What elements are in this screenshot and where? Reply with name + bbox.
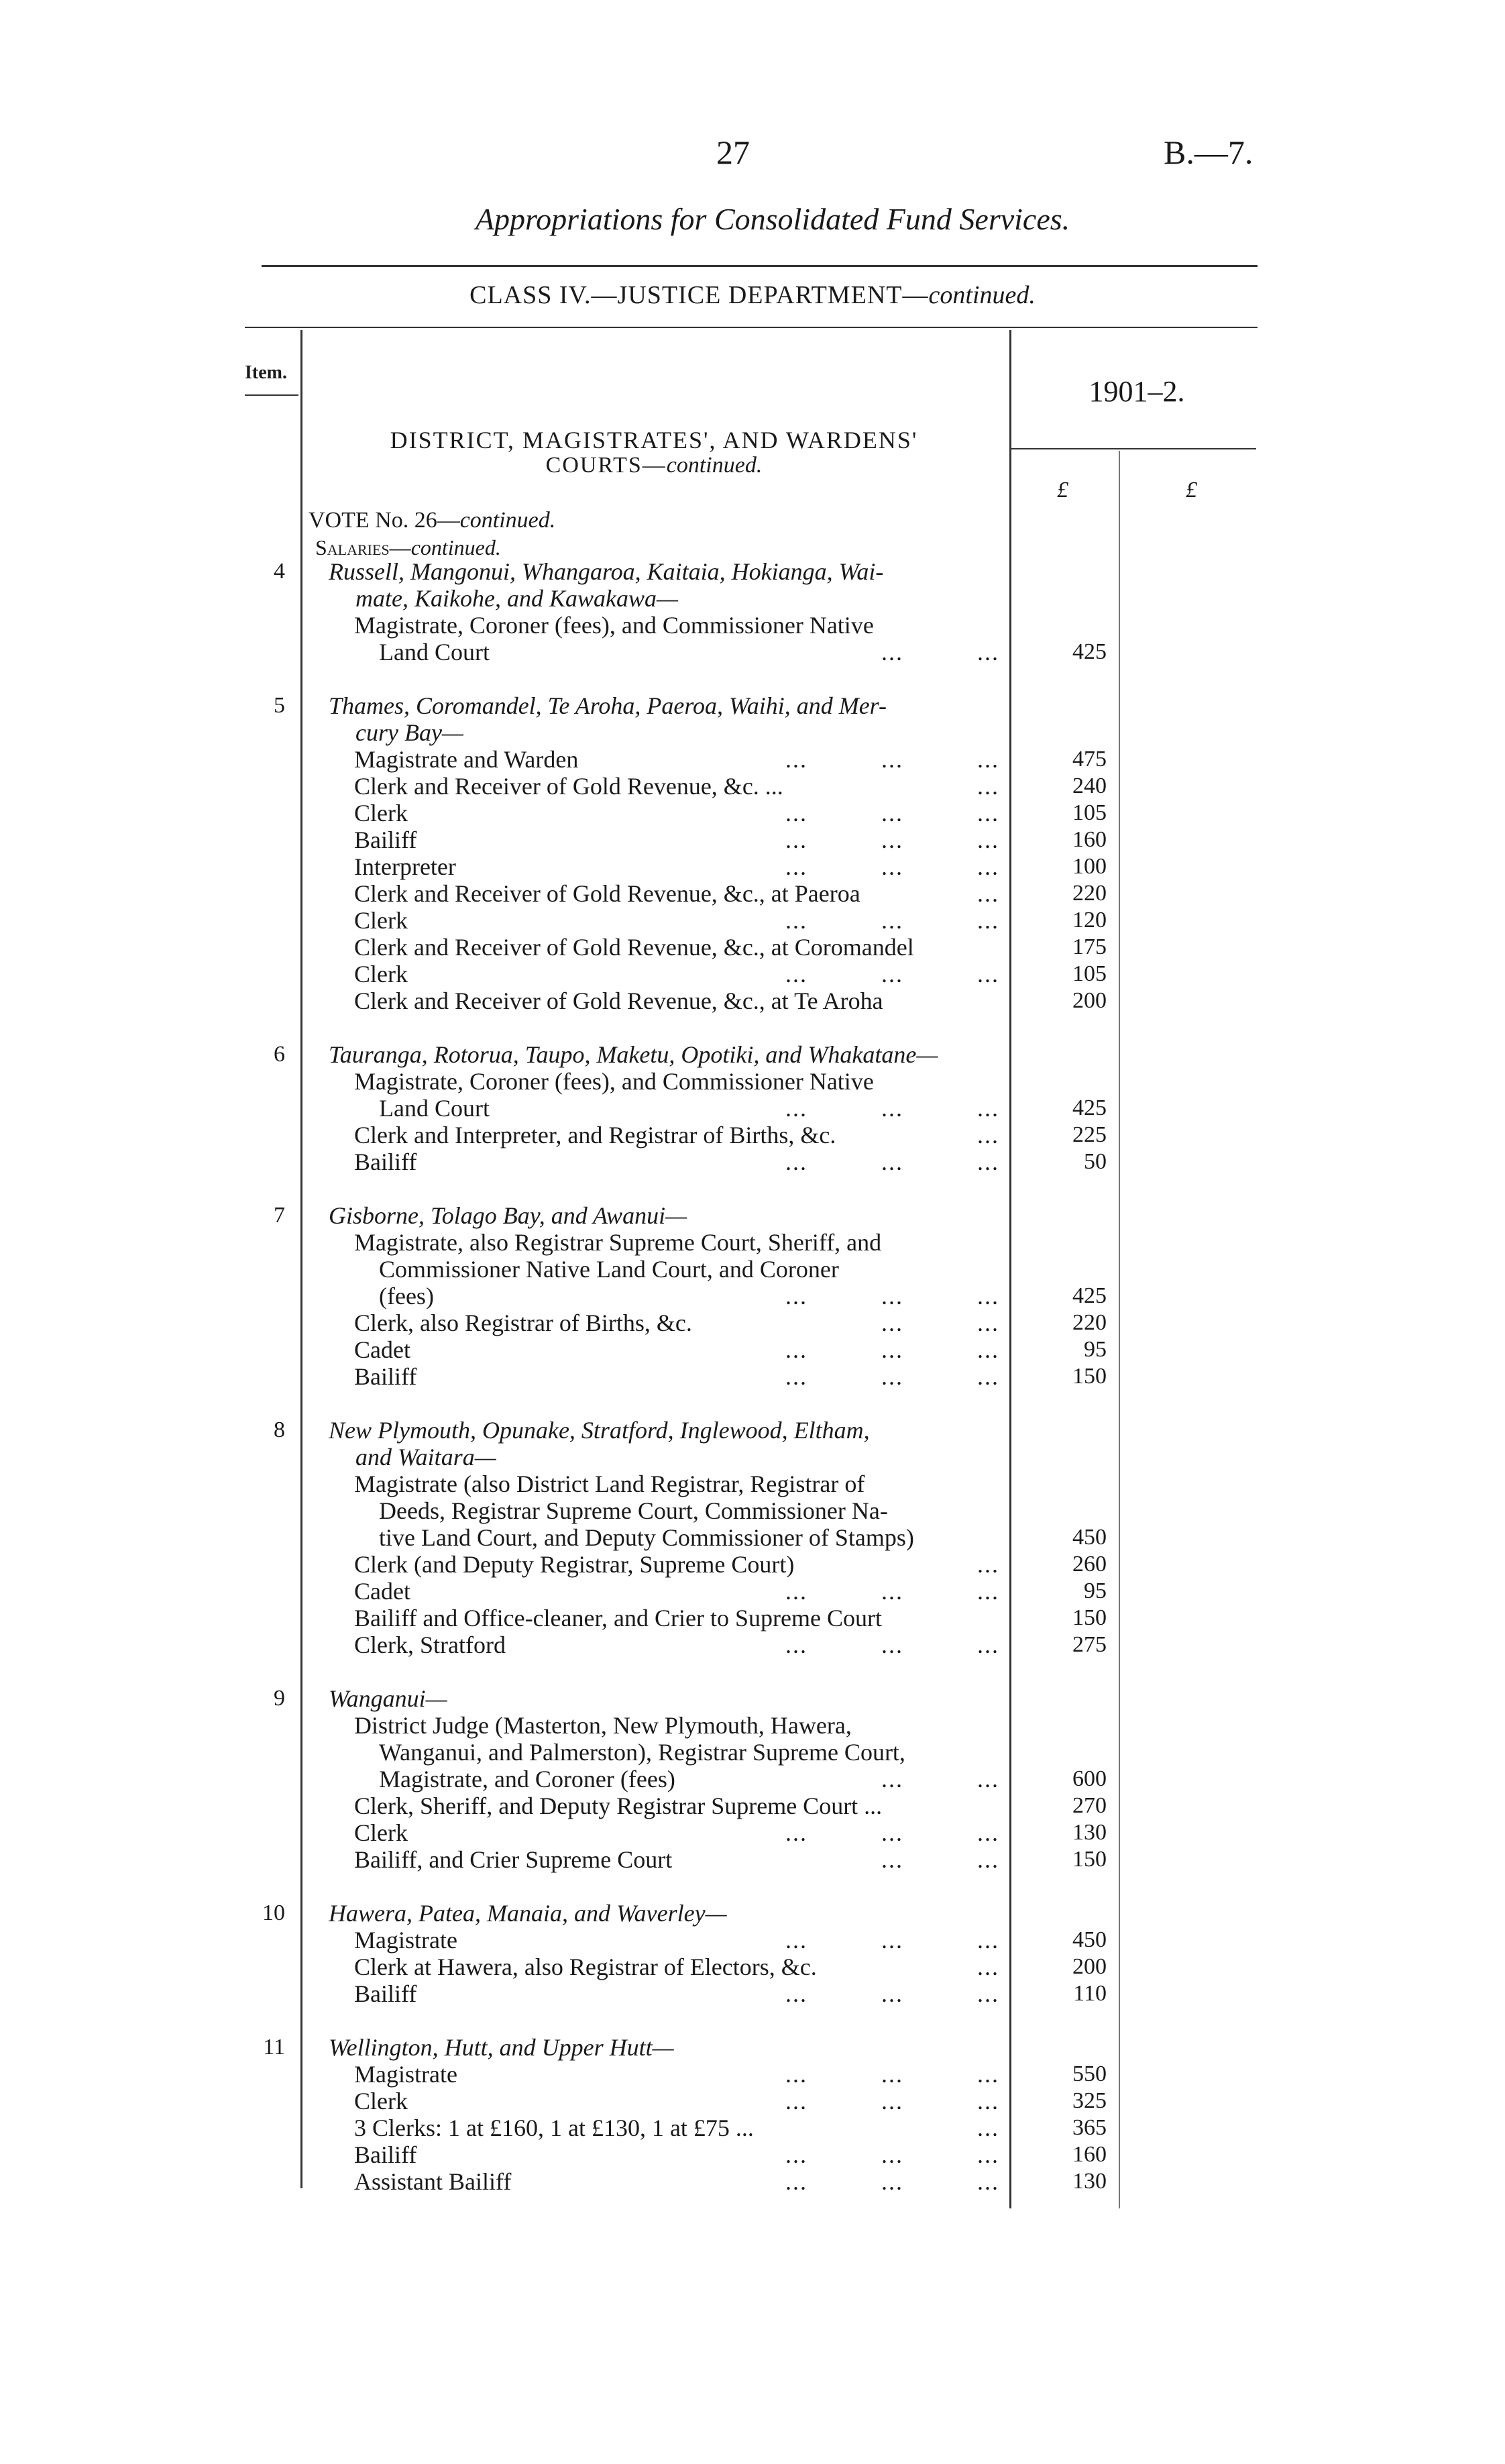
page-number: 27 <box>716 133 750 171</box>
amount-cell: 95 <box>1084 1578 1107 1603</box>
item-line: Clerk <box>354 2088 408 2114</box>
item-heading: mate, Kaikohe, and Kawakawa— <box>355 585 678 612</box>
item-line: Cadet <box>354 1578 410 1605</box>
leader-dots: ... ... ... <box>785 2141 999 2168</box>
salaries-label: Salaries— <box>315 535 411 559</box>
leader-dots: ... ... ... <box>785 1336 999 1363</box>
item-line: Magistrate, Coroner (fees), and Commissioner Native <box>354 1068 874 1095</box>
item-line: Cadet <box>354 1336 410 1363</box>
amount-cell: 50 <box>1084 1149 1107 1174</box>
item-number: 6 <box>274 1042 285 1067</box>
leader-dots: ... ... ... <box>785 907 999 934</box>
item-line: Bailiff <box>354 1980 417 2007</box>
leader-dots: ... ... ... <box>785 1819 999 1846</box>
item-heading: and Waitara— <box>355 1444 496 1470</box>
item-heading: New Plymouth, Opunake, Stratford, Inglewood, Eltham, <box>329 1417 870 1444</box>
amount-cell: 110 <box>1073 1981 1107 2006</box>
vote-line <box>309 507 555 534</box>
item-line: tive Land Court, and Deputy Commissioner of Stamps) <box>379 1524 914 1551</box>
item-number: 4 <box>274 559 285 584</box>
leader-dots: ... ... ... <box>785 1283 999 1309</box>
table-top-rule <box>245 327 1258 328</box>
item-line: Clerk, Sheriff, and Deputy Registrar Supreme Court ... <box>354 1792 883 1819</box>
leader-dots: ... ... ... <box>785 1363 999 1390</box>
amount-column-divider <box>1009 330 1011 2208</box>
amount-cell: 160 <box>1072 827 1107 852</box>
leader-dots: ... ... ... <box>785 961 999 987</box>
amount-cell: 365 <box>1072 2115 1107 2140</box>
item-line: District Judge (Masterton, New Plymouth, Hawera, <box>354 1712 852 1739</box>
amount-cell: 150 <box>1072 1364 1107 1389</box>
amount-cell: 425 <box>1072 1095 1107 1120</box>
amount-cell: 95 <box>1084 1337 1107 1362</box>
leader-dots: ... ... ... <box>785 1148 999 1175</box>
item-line: Magistrate and Warden <box>354 746 579 773</box>
amount-cell: 175 <box>1072 934 1107 959</box>
item-number: 8 <box>274 1417 285 1442</box>
page-title: Appropriations for Consolidated Fund Services. <box>475 202 1070 236</box>
amount-cell: 130 <box>1072 1820 1107 1845</box>
leader-dots: ... ... ... <box>785 1631 999 1658</box>
class-heading-text: CLASS IV.—JUSTICE DEPARTMENT— <box>469 281 929 309</box>
item-line: Bailiff <box>354 2141 417 2168</box>
amount-cell: 100 <box>1072 854 1107 879</box>
class-heading-continued: continued. <box>928 281 1036 309</box>
item-line: Clerk (and Deputy Registrar, Supreme Court) <box>354 1551 795 1578</box>
item-line: Magistrate <box>354 2061 457 2088</box>
year-rule <box>1011 448 1256 449</box>
amount-cell: 105 <box>1072 800 1107 825</box>
leader-dots: ... <box>977 2114 999 2141</box>
pound-unit-col1: £ <box>1057 478 1068 502</box>
title-rule <box>262 265 1258 267</box>
section-title-courts: COURTS— <box>545 453 667 478</box>
item-line: Magistrate, also Registrar Supreme Court, Sheriff, and <box>354 1229 882 1256</box>
leader-dots: ... ... ... <box>785 853 999 880</box>
item-line: Clerk and Receiver of Gold Revenue, &c., at Paeroa <box>354 880 860 907</box>
item-line: Bailiff <box>354 1363 417 1390</box>
item-label-rule <box>245 394 298 396</box>
amount-cell: 550 <box>1072 2061 1107 2086</box>
leader-dots: ... ... ... <box>785 2088 999 2114</box>
leader-dots: ... <box>977 1953 999 1980</box>
item-line: Bailiff, and Crier Supreme Court <box>354 1846 673 1873</box>
item-line: Clerk and Receiver of Gold Revenue, &c. ... <box>354 773 783 800</box>
report-reference: B.—7. <box>1164 133 1253 171</box>
item-line: Land Court <box>379 639 490 665</box>
leader-dots: ... <box>977 880 999 907</box>
leader-dots: ... ... ... <box>785 2061 999 2088</box>
item-heading: cury Bay— <box>355 719 463 746</box>
item-line: Bailiff <box>354 826 417 853</box>
item-line: Bailiff <box>354 1148 417 1175</box>
leader-dots: ... ... <box>881 1766 999 1792</box>
leader-dots: ... <box>977 1551 999 1578</box>
vote-continued: continued. <box>459 508 556 533</box>
item-line: Clerk <box>354 961 408 987</box>
section-title-continued: continued. <box>666 453 763 478</box>
item-line: Magistrate <box>354 1927 457 1953</box>
item-line: Wanganui, and Palmerston), Registrar Supreme Court, <box>379 1739 905 1766</box>
leader-dots: ... ... ... <box>785 826 999 853</box>
item-heading: Wanganui— <box>329 1685 447 1712</box>
item-line: 3 Clerks: 1 at £160, 1 at £130, 1 at £75 ... <box>354 2114 754 2141</box>
item-line: Land Court <box>379 1095 490 1122</box>
leader-dots: ... <box>977 1122 999 1148</box>
item-line: Clerk <box>354 907 408 934</box>
amount-cell: 450 <box>1072 1927 1107 1952</box>
amount-cell: 240 <box>1072 773 1107 798</box>
item-line: Commissioner Native Land Court, and Coroner <box>379 1256 839 1283</box>
amount-cell: 275 <box>1072 1632 1107 1657</box>
item-line: Clerk and Receiver of Gold Revenue, &c., at Coromandel <box>354 934 914 961</box>
item-column-divider <box>300 330 302 2188</box>
leader-dots: ... ... ... <box>785 1927 999 1953</box>
amount-cell: 120 <box>1072 908 1107 932</box>
year-heading: 1901–2. <box>1089 375 1185 408</box>
item-line: Interpreter <box>354 853 456 880</box>
item-line: Clerk at Hawera, also Registrar of Electors, &c. <box>354 1953 817 1980</box>
amount-cell: 105 <box>1072 961 1107 986</box>
vote-number: VOTE No. 26— <box>309 508 460 533</box>
item-line: Clerk <box>354 1819 408 1846</box>
item-heading: Russell, Mangonui, Whangaroa, Kaitaia, Hokianga, Wai- <box>329 558 884 585</box>
leader-dots: ... ... ... <box>785 1095 999 1122</box>
item-heading: Gisborne, Tolago Bay, and Awanui— <box>329 1202 687 1229</box>
item-heading: Thames, Coromandel, Te Aroha, Paeroa, Waihi, and Mer- <box>329 692 887 719</box>
amount-cell: 225 <box>1072 1122 1107 1147</box>
amount-cell: 270 <box>1072 1793 1107 1818</box>
pound-unit-col2: £ <box>1186 478 1197 502</box>
item-number: 7 <box>274 1203 285 1228</box>
item-number: 10 <box>262 1900 285 1925</box>
amount-cell: 475 <box>1072 747 1107 771</box>
amount-cell: 425 <box>1072 639 1107 664</box>
leader-dots: ... <box>977 773 999 800</box>
item-line: Magistrate, Coroner (fees), and Commissioner Native <box>354 612 874 639</box>
item-line: Bailiff and Office-cleaner, and Crier to Supreme Court <box>354 1605 882 1631</box>
leader-dots: ... ... ... <box>785 1980 999 2007</box>
amount-cell: 425 <box>1072 1283 1107 1308</box>
amount-cell: 260 <box>1072 1552 1107 1576</box>
leader-dots: ... ... <box>881 1846 999 1873</box>
amount-cell: 325 <box>1072 2088 1107 2113</box>
item-line: Clerk, also Registrar of Births, &c. <box>354 1309 692 1336</box>
amount-cell: 200 <box>1072 1954 1107 1979</box>
amount-cell: 160 <box>1072 2142 1107 2167</box>
section-title-line2 <box>302 453 1006 478</box>
leader-dots: ... ... ... <box>785 800 999 826</box>
item-line: Clerk, Stratford <box>354 1631 506 1658</box>
amount-cell: 600 <box>1072 1766 1107 1791</box>
item-line: Clerk and Interpreter, and Registrar of Births, &c. <box>354 1122 836 1148</box>
leader-dots: ... ... <box>881 639 999 665</box>
item-heading: Hawera, Patea, Manaia, and Waverley— <box>329 1900 727 1927</box>
item-line: Clerk <box>354 800 408 826</box>
item-line: Magistrate, and Coroner (fees) <box>379 1766 675 1792</box>
amount-cell: 130 <box>1072 2169 1107 2194</box>
amount-cell: 150 <box>1072 1847 1107 1872</box>
amount-cell: 450 <box>1072 1525 1107 1550</box>
leader-dots: ... ... <box>881 1309 999 1336</box>
amount-cell: 150 <box>1072 1605 1107 1630</box>
amount-cell: 220 <box>1072 881 1107 906</box>
amount-cell: 200 <box>1072 988 1107 1013</box>
leader-dots: ... ... ... <box>785 746 999 773</box>
item-heading: Wellington, Hutt, and Upper Hutt— <box>329 2034 674 2061</box>
item-line: Magistrate (also District Land Registrar, Registrar of <box>354 1470 865 1497</box>
item-number: 5 <box>274 693 285 718</box>
leader-dots: ... ... ... <box>785 2168 999 2195</box>
class-heading <box>0 280 1505 310</box>
amount-cell: 220 <box>1072 1310 1107 1335</box>
salaries-continued: continued. <box>410 535 501 559</box>
item-line: (fees) <box>379 1283 434 1309</box>
leader-dots: ... ... ... <box>785 1578 999 1605</box>
item-line: Clerk and Receiver of Gold Revenue, &c., at Te Aroha <box>354 987 883 1014</box>
item-number: 9 <box>274 1686 285 1711</box>
item-number: 11 <box>263 2035 285 2059</box>
item-heading: Tauranga, Rotorua, Taupo, Maketu, Opotiki, and Whakatane— <box>329 1041 938 1068</box>
item-column-label: Item. <box>245 362 287 383</box>
item-line: Deeds, Registrar Supreme Court, Commissioner Na- <box>379 1497 888 1524</box>
salaries-line <box>315 534 501 561</box>
item-line: Assistant Bailiff <box>354 2168 512 2195</box>
section-title-line1: DISTRICT, MAGISTRATES', AND WARDENS' <box>390 427 918 453</box>
subcolumn-divider <box>1119 451 1120 2208</box>
